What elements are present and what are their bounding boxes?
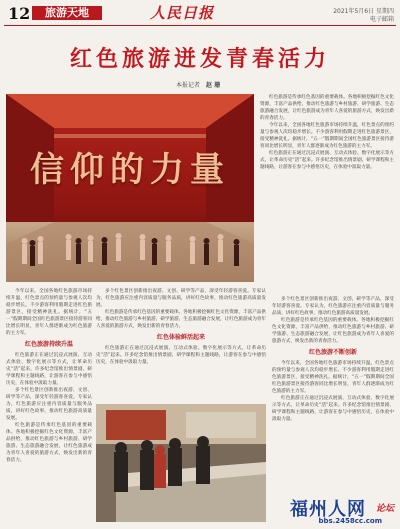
header-meta	[333, 8, 394, 24]
paragraph: 今年以来，全国各地红色旅游市场持续升温，红色景点的预约量与参观人次均稳步增长。不少游客利用假期走进红色旅游景区，接受精神洗礼。据统计，“五一”假期期间全国红色旅游景区接待游客同比增长明显，青年人群逐渐成为红色旅游的主力军。	[272, 361, 394, 394]
paragraph: 多个红色景区创新推出夜游、文创、研学等产品，深受年轻游客喜爱。专家认为，红色旅游应注重内容质量与服务品质，讲好红色故事，推动红色旅游高质量发展。	[272, 297, 394, 316]
page-header	[0, 0, 400, 27]
paragraph: 红色旅游是传承红色基因的重要载体。各地积极挖掘红色文化资源，丰富产品供给，推动红色旅游与乡村旅游、研学旅游、生态旅游融合发展，让红色旅游成为青年人喜爱的旅游方式，焕发出新的青春活力。	[272, 318, 394, 344]
paragraph: 今年以来，全国各地红色旅游市场持续升温，红色景点的预约量与参观人次均稳步增长。不少游客利用假期走进红色旅游景区，接受精神洗礼。据统计，“五一”假期期间全国红色旅游景区接待游客同比增长明显，青年人群逐渐成为红色旅游的主力军。	[6, 289, 92, 336]
watermark-url: bbs.2458cc.com	[318, 517, 382, 525]
text-column-right-top	[260, 94, 394, 290]
paragraph: 多个红色景区创新推出夜游、文创、研学等产品，深受年轻游客喜爱。专家认为，红色旅游应注重内容质量与服务品质，讲好红色故事，推动红色旅游高质量发展。	[96, 289, 266, 308]
subhead-2: 红色体验鲜活起来	[156, 334, 205, 341]
exhibition-hall-photo	[6, 94, 254, 282]
byline-name: 赵 珊	[206, 82, 221, 89]
section-label: 旅游天地	[32, 6, 102, 20]
watermark-forum: 论坛	[375, 504, 394, 514]
subhead-1: 红色旅游持续升温	[24, 341, 73, 348]
paragraph: 今年以来，全国各地红色旅游市场持续升温，红色景点的预约量与参观人次均稳步增长。不少游客利用假期走进红色旅游景区，接受精神洗礼。据统计，“五一”假期期间全国红色旅游景区接待游客同比增长明显，青年人群逐渐成为红色旅游的主力军。	[260, 123, 394, 149]
hall-wall-sign: 信仰的力量	[30, 150, 230, 190]
text-column-middle	[96, 288, 266, 400]
watermark-main: 福州人网	[290, 499, 366, 520]
subhead-3: 红色旅游不断创新	[308, 349, 357, 356]
page-number: 12	[8, 4, 31, 23]
visitors-image	[96, 404, 266, 522]
paragraph: 红色旅游正在通过沉浸式展演、互动式体验、数字化展示等方式，让革命历史“活”起来。许多纪念馆推出情景剧、研学课程和主题线路，让游客在参与中感悟历史，在体验中汲取力量。	[272, 396, 394, 422]
paragraph: 红色旅游是传承红色基因的重要载体。各地积极挖掘红色文化资源，丰富产品供给，推动红色旅游与乡村旅游、研学旅游、生态旅游融合发展，让红色旅游成为青年人喜爱的旅游方式，焕发出新的青春活力。	[6, 423, 92, 463]
paragraph: 红色旅游是传承红色基因的重要载体。各地积极挖掘红色文化资源，丰富产品供给，推动红色旅游与乡村旅游、研学旅游、生态旅游融合发展，让红色旅游成为青年人喜爱的旅游方式，焕发出新的青春活力。	[96, 310, 266, 329]
paragraph: 红色旅游正在通过沉浸式展演、互动式体验、数字化展示等方式，让革命历史“活”起来。许多纪念馆推出情景剧、研学课程和主题线路，让游客在参与中感悟历史，在体验中汲取力量。	[6, 353, 92, 386]
byline	[176, 80, 220, 89]
paragraph: 红色旅游正在通过沉浸式展演、互动式体验、数字化展示等方式，让革命历史“活”起来。许多纪念馆推出情景剧、研学课程和主题线路，让游客在参与中感悟历史，在体验中汲取力量。	[260, 151, 394, 170]
article-title: 红色旅游迸发青春活力	[69, 46, 330, 72]
contact-line: 电子邮箱	[369, 16, 394, 23]
site-watermark	[254, 495, 394, 525]
newspaper-logo: 人民日报	[150, 4, 215, 22]
issue-date: 2021年5月6日 星期四	[333, 8, 394, 15]
header-rule	[4, 25, 396, 26]
paragraph: 多个红色景区创新推出夜游、文创、研学等产品，深受年轻游客喜爱。专家认为，红色旅游应注重内容质量与服务品质，讲好红色故事，推动红色旅游高质量发展。	[6, 388, 92, 421]
byline-role: 本报记者	[176, 82, 201, 89]
text-column-left	[6, 288, 92, 526]
paragraph: 红色旅游是传承红色基因的重要载体。各地积极挖掘红色文化资源，丰富产品供给，推动红色旅游与乡村旅游、研学旅游、生态旅游融合发展，让红色旅游成为青年人喜爱的旅游方式，焕发出新的青春活力。	[260, 95, 394, 121]
visitors-photo	[96, 404, 266, 522]
text-column-right-bottom	[272, 296, 394, 496]
paragraph: 红色旅游正在通过沉浸式展演、互动式体验、数字化展示等方式，让革命历史“活”起来。许多纪念馆推出情景剧、研学课程和主题线路，让游客在参与中感悟历史，在体验中汲取力量。	[96, 346, 266, 365]
